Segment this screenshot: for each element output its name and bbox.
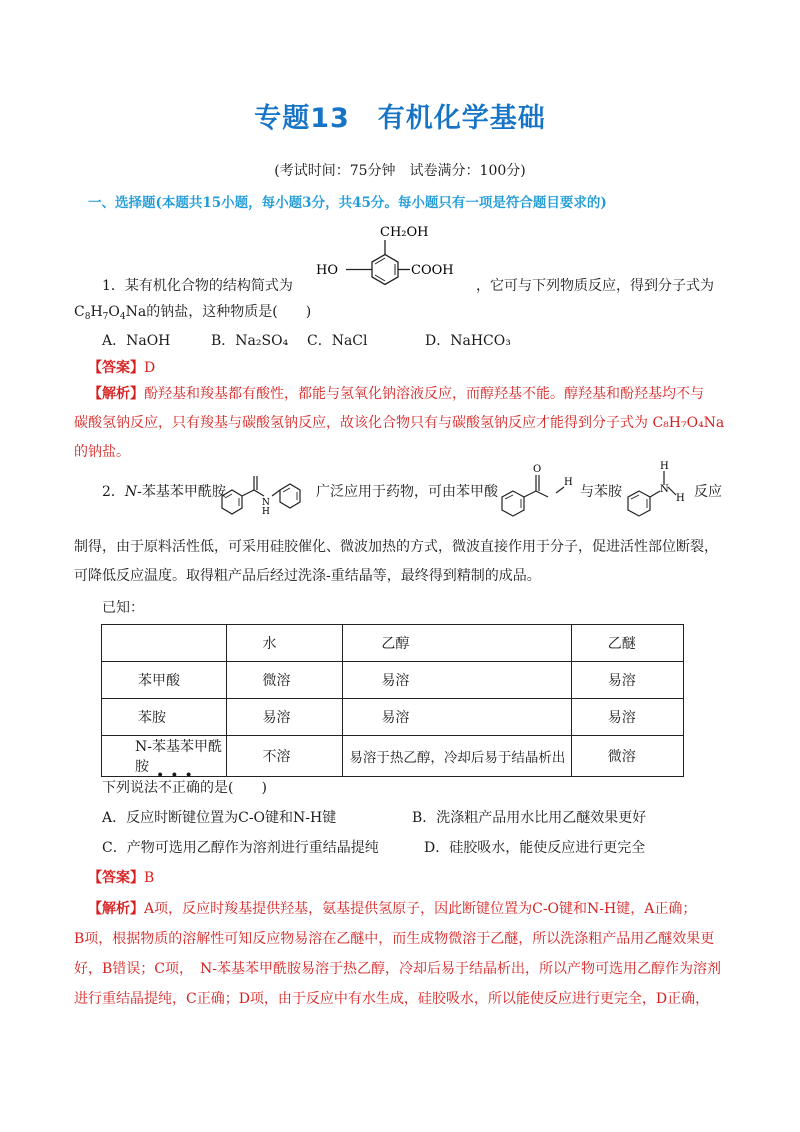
- q2-aniline-h2: H: [676, 493, 685, 504]
- table-cell: 易溶: [226, 699, 343, 736]
- q1-answer: 【答案】D: [88, 360, 156, 376]
- q2-option-b: B．洗涤粗产品用水比用乙醚效果更好: [412, 810, 647, 826]
- q2-benzoic-acid-structure: [496, 455, 580, 523]
- q2-amide-structure: [212, 460, 316, 522]
- solubility-table: [101, 624, 684, 777]
- q1-ho-label: HO: [316, 263, 338, 278]
- page-title: 专题13 有机化学基础: [254, 103, 546, 134]
- q1-stem-a: 1．某有机化合物的结构简式为: [102, 278, 293, 294]
- table-cell: N-苯基苯甲酰胺: [102, 736, 227, 777]
- table-row: [102, 662, 684, 699]
- q1-structure-diagram: [310, 218, 470, 300]
- q2-aniline-structure: [622, 455, 694, 523]
- exam-info: (考试时间：75分钟 试卷满分：100分): [274, 163, 526, 179]
- q2-amide-n: N: [262, 498, 270, 508]
- table-cell: 微溶: [571, 736, 683, 777]
- q2-line2: 制得，由于原料活性低，可采用硅胶催化、微波加热的方式，微波直接作用于分子，促进活性部位断裂，: [74, 539, 718, 555]
- table-cell: 微溶: [226, 662, 343, 699]
- table-header-cell: [102, 625, 227, 662]
- q2-answer: 【答案】B: [88, 870, 155, 886]
- q1-cooh-label: COOH: [411, 263, 454, 278]
- q2-option-a: A．反应时断键位置为C-O键和N-H键: [102, 810, 337, 826]
- q1-option-b: B．Na₂SO₄: [211, 333, 289, 349]
- table-cell: 苯甲酸: [102, 662, 227, 699]
- q1-stem-b: ，它可与下列物质反应，得到分子式为: [476, 278, 714, 294]
- q1-analysis: 【解析】酚羟基和羧基都有酸性，都能与氢氧化钠溶液反应，而醇羟基不能。醇羟基和酚羟基均不与 碳酸氢钠反应，只有羧基与碳酸氢钠反应，故该化合物只有与碳酸氢钠反应才能得到分子式为 C₈H₇O₄Na 的钠盐。: [74, 386, 725, 460]
- q2-aniline-h1: H: [660, 461, 669, 472]
- table-cell: 易溶: [571, 662, 683, 699]
- table-row: [102, 699, 684, 736]
- q2-known: 已知：: [102, 600, 144, 616]
- table-cell: 不溶: [226, 736, 343, 777]
- q2-analysis: 【解析】A项，反应时羧基提供羟基，氨基提供氢原子，因此断键位置为C-O键和N-H键，A正确； B项，根据物质的溶解性可知反应物易溶在乙醚中，而生成物微溶于乙醚，所以洗涤粗产品用乙醚效果更 好，B错误；C项， N-苯基苯甲酰胺易溶于热乙醇，冷却后易于结晶析出，所以产物可选用乙醇作为溶剂 进行重结晶提纯，C正确；D项，由于反应中有水生成，硅胶吸水，所以能使反应进行更完全，D正确，: [74, 901, 721, 1007]
- q2-acid-o: O: [533, 464, 542, 475]
- q2-text-uses: 广泛应用于药物，可由苯甲酸: [316, 484, 498, 500]
- q2-line3: 可降低反应温度。取得粗产品后经过洗涤-重结晶等，最终得到精制的成品。: [74, 568, 541, 584]
- q2-number: 2．N-苯基苯甲酰胺: [102, 484, 226, 500]
- q2-amide-h: H: [262, 507, 270, 517]
- q1-option-a: A．NaOH: [102, 333, 171, 349]
- q2-aniline-n: N: [660, 484, 669, 495]
- q1-option-d: D．NaHCO₃: [425, 333, 511, 349]
- q2-option-c: C．产物可选用乙醇作为溶剂进行重结晶提纯: [102, 840, 379, 856]
- q2-text-and: 与苯胺: [580, 484, 622, 500]
- q2-acid-h: H: [564, 477, 573, 488]
- q1-ch2oh-label: CH₂OH: [380, 225, 429, 240]
- table-cell: 苯胺: [102, 699, 227, 736]
- table-cell: 易溶: [343, 662, 571, 699]
- table-header-cell: 乙醇: [343, 625, 571, 662]
- section-heading: 一、选择题(本题共15小题，每小题3分，共45分。每小题只有一项是符合题目要求的): [88, 195, 607, 211]
- q2-option-d: D．硅胶吸水，能使反应进行更完全: [424, 840, 646, 856]
- q1-stem-c: $C_8H_7O_4Na$的钠盐，这种物质是( ): [74, 304, 312, 322]
- table-header-cell: 水: [226, 625, 343, 662]
- emphasis-dots: •••: [156, 768, 199, 784]
- q2-text-react: 反应: [694, 484, 722, 500]
- table-cell: 易溶: [343, 699, 571, 736]
- q1-option-c: C．NaCl: [307, 333, 368, 349]
- q2-question: 下列说法不正确的是( ): [102, 780, 267, 796]
- table-header-row: [102, 625, 684, 662]
- table-cell: 易溶: [571, 699, 683, 736]
- table-header-cell: 乙醚: [571, 625, 683, 662]
- table-cell: 易溶于热乙醇，冷却后易于结晶析出: [343, 736, 571, 777]
